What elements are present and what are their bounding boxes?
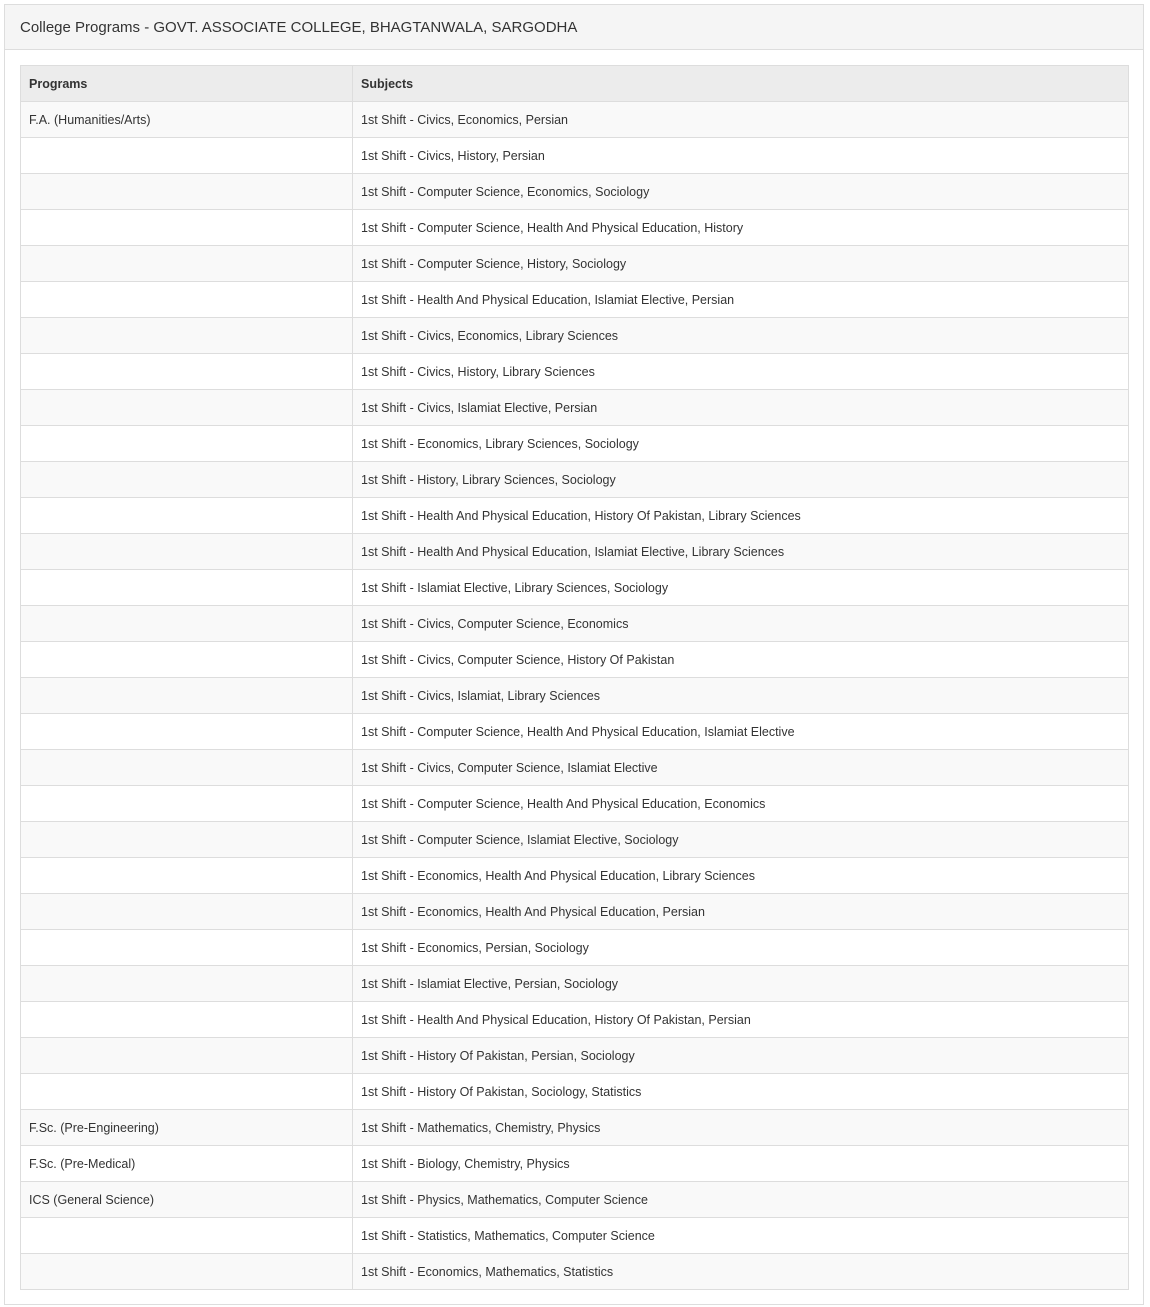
table-row — [21, 642, 1129, 678]
program-cell — [21, 1038, 353, 1074]
table-row — [21, 858, 1129, 894]
programs-column-header: Programs — [21, 66, 353, 102]
subjects-cell: 1st Shift - Computer Science, Health And Physical Education, History — [353, 210, 1129, 246]
program-cell — [21, 966, 353, 1002]
subjects-cell: 1st Shift - Computer Science, Health And Physical Education, Economics — [353, 786, 1129, 822]
subjects-cell: 1st Shift - Health And Physical Education, Islamiat Elective, Library Sciences — [353, 534, 1129, 570]
table-row — [21, 1002, 1129, 1038]
subjects-column-header: Subjects — [353, 66, 1129, 102]
program-cell — [21, 786, 353, 822]
subjects-cell: 1st Shift - Economics, Health And Physical Education, Persian — [353, 894, 1129, 930]
program-cell — [21, 678, 353, 714]
program-cell — [21, 750, 353, 786]
subjects-cell: 1st Shift - Civics, History, Library Sciences — [353, 354, 1129, 390]
college-programs-panel — [4, 4, 1144, 1305]
table-row — [21, 390, 1129, 426]
program-cell — [21, 174, 353, 210]
table-row — [21, 1218, 1129, 1254]
subjects-cell: 1st Shift - Economics, Library Sciences, Sociology — [353, 426, 1129, 462]
table-row — [21, 894, 1129, 930]
program-cell — [21, 354, 353, 390]
table-row — [21, 102, 1129, 138]
subjects-cell: 1st Shift - Biology, Chemistry, Physics — [353, 1146, 1129, 1182]
program-cell — [21, 1002, 353, 1038]
panel-body — [5, 50, 1143, 1290]
subjects-cell: 1st Shift - History Of Pakistan, Sociology, Statistics — [353, 1074, 1129, 1110]
table-row — [21, 174, 1129, 210]
subjects-cell: 1st Shift - Computer Science, Islamiat Elective, Sociology — [353, 822, 1129, 858]
table-row — [21, 678, 1129, 714]
table-row — [21, 534, 1129, 570]
subjects-cell: 1st Shift - Computer Science, Health And Physical Education, Islamiat Elective — [353, 714, 1129, 750]
program-cell — [21, 534, 353, 570]
program-cell — [21, 570, 353, 606]
table-row — [21, 750, 1129, 786]
table-row — [21, 1182, 1129, 1218]
table-header-row — [21, 66, 1129, 102]
subjects-cell: 1st Shift - Computer Science, Economics, Sociology — [353, 174, 1129, 210]
program-cell — [21, 210, 353, 246]
subjects-cell: 1st Shift - History Of Pakistan, Persian, Sociology — [353, 1038, 1129, 1074]
subjects-cell: 1st Shift - Health And Physical Education, History Of Pakistan, Library Sciences — [353, 498, 1129, 534]
table-row — [21, 570, 1129, 606]
program-cell — [21, 1218, 353, 1254]
subjects-cell: 1st Shift - Statistics, Mathematics, Computer Science — [353, 1218, 1129, 1254]
program-cell — [21, 318, 353, 354]
table-row — [21, 966, 1129, 1002]
table-row — [21, 354, 1129, 390]
table-row — [21, 1038, 1129, 1074]
program-cell — [21, 606, 353, 642]
subjects-cell: 1st Shift - Economics, Mathematics, Statistics — [353, 1254, 1129, 1290]
subjects-cell: 1st Shift - Mathematics, Chemistry, Physics — [353, 1110, 1129, 1146]
subjects-cell: 1st Shift - History, Library Sciences, Sociology — [353, 462, 1129, 498]
table-row — [21, 246, 1129, 282]
program-cell — [21, 390, 353, 426]
table-row — [21, 1110, 1129, 1146]
program-cell — [21, 246, 353, 282]
program-cell — [21, 1254, 353, 1290]
program-cell — [21, 858, 353, 894]
table-row — [21, 930, 1129, 966]
table-row — [21, 1146, 1129, 1182]
table-row — [21, 210, 1129, 246]
table-row — [21, 318, 1129, 354]
table-row — [21, 822, 1129, 858]
subjects-cell: 1st Shift - Civics, Islamiat Elective, Persian — [353, 390, 1129, 426]
program-cell — [21, 1074, 353, 1110]
subjects-cell: 1st Shift - Civics, Computer Science, History Of Pakistan — [353, 642, 1129, 678]
subjects-cell: 1st Shift - Civics, Computer Science, Economics — [353, 606, 1129, 642]
subjects-cell: 1st Shift - Economics, Persian, Sociology — [353, 930, 1129, 966]
program-cell: ICS (General Science) — [21, 1182, 353, 1218]
program-cell — [21, 642, 353, 678]
table-row — [21, 786, 1129, 822]
subjects-cell: 1st Shift - Health And Physical Education, Islamiat Elective, Persian — [353, 282, 1129, 318]
panel-heading — [5, 5, 1143, 50]
table-row — [21, 1074, 1129, 1110]
program-cell — [21, 462, 353, 498]
program-cell: F.Sc. (Pre-Engineering) — [21, 1110, 353, 1146]
programs-table — [20, 65, 1129, 1290]
subjects-cell: 1st Shift - Health And Physical Education, History Of Pakistan, Persian — [353, 1002, 1129, 1038]
program-cell: F.A. (Humanities/Arts) — [21, 102, 353, 138]
program-cell — [21, 714, 353, 750]
subjects-cell: 1st Shift - Computer Science, History, Sociology — [353, 246, 1129, 282]
program-cell — [21, 498, 353, 534]
program-cell: F.Sc. (Pre-Medical) — [21, 1146, 353, 1182]
subjects-cell: 1st Shift - Economics, Health And Physical Education, Library Sciences — [353, 858, 1129, 894]
subjects-cell: 1st Shift - Civics, Computer Science, Islamiat Elective — [353, 750, 1129, 786]
subjects-cell: 1st Shift - Civics, Islamiat, Library Sciences — [353, 678, 1129, 714]
program-cell — [21, 930, 353, 966]
subjects-cell: 1st Shift - Islamiat Elective, Persian, Sociology — [353, 966, 1129, 1002]
program-cell — [21, 282, 353, 318]
table-row — [21, 462, 1129, 498]
subjects-cell: 1st Shift - Civics, Economics, Library Sciences — [353, 318, 1129, 354]
program-cell — [21, 426, 353, 462]
program-cell — [21, 894, 353, 930]
subjects-cell: 1st Shift - Islamiat Elective, Library Sciences, Sociology — [353, 570, 1129, 606]
subjects-cell: 1st Shift - Physics, Mathematics, Computer Science — [353, 1182, 1129, 1218]
table-body — [21, 102, 1129, 1290]
subjects-cell: 1st Shift - Civics, History, Persian — [353, 138, 1129, 174]
program-cell — [21, 138, 353, 174]
table-row — [21, 1254, 1129, 1290]
table-row — [21, 426, 1129, 462]
table-row — [21, 282, 1129, 318]
subjects-cell: 1st Shift - Civics, Economics, Persian — [353, 102, 1129, 138]
table-row — [21, 138, 1129, 174]
table-row — [21, 498, 1129, 534]
table-row — [21, 606, 1129, 642]
program-cell — [21, 822, 353, 858]
panel-title: College Programs - GOVT. ASSOCIATE COLLEGE, BHAGTANWALA, SARGODHA — [20, 18, 578, 36]
table-row — [21, 714, 1129, 750]
